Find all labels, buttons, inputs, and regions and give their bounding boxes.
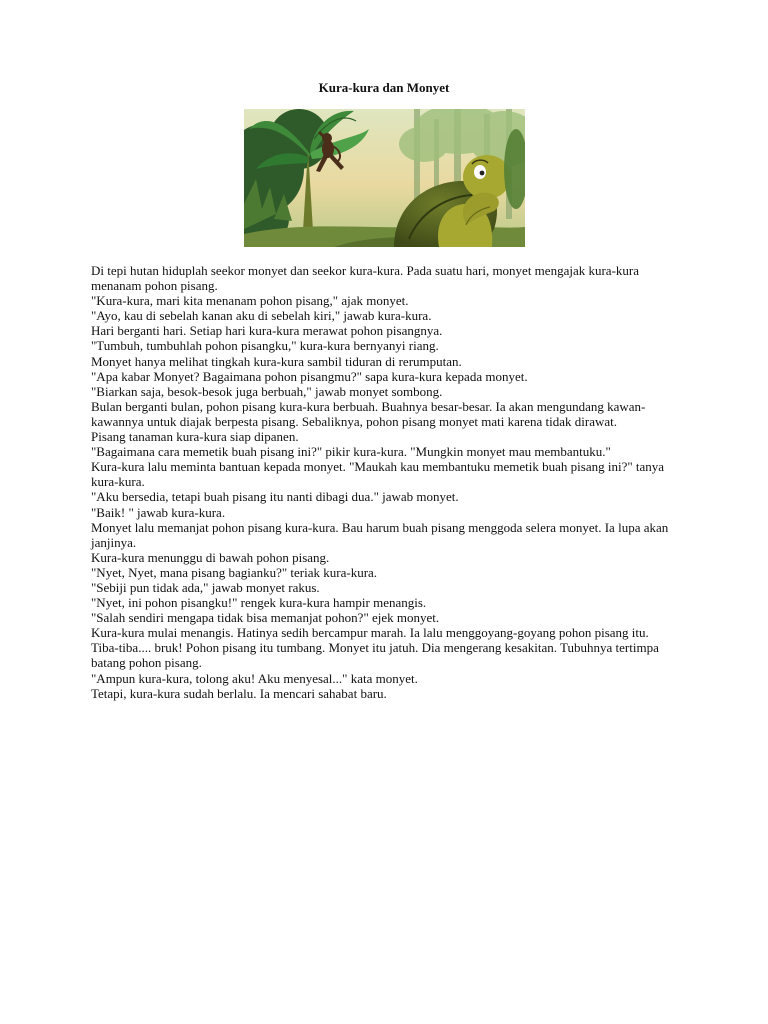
story-body bbox=[91, 263, 681, 701]
paragraph: "Ampun kura-kura, tolong aku! Aku menyesal..." kata monyet. bbox=[91, 670, 418, 686]
paragraph: Kura-kura lalu meminta bantuan kepada monyet. "Maukah kau membantuku memetik buah pisang ini?" tanya kura-kura. bbox=[91, 459, 665, 490]
paragraph: "Aku bersedia, tetapi buah pisang itu nanti dibagi dua." jawab monyet. bbox=[91, 489, 459, 505]
paragraph: Di tepi hutan hiduplah seekor monyet dan seekor kura-kura. Pada suatu hari, monyet mengajak kura-kura menanam pohon pisang. bbox=[91, 263, 639, 294]
paragraph: "Apa kabar Monyet? Bagaimana pohon pisangmu?" sapa kura-kura kepada monyet. bbox=[91, 368, 528, 384]
paragraph: Pisang tanaman kura-kura siap dipanen. bbox=[91, 429, 299, 445]
paragraph: "Ayo, kau di sebelah kanan aku di sebelah kiri," jawab kura-kura. bbox=[91, 308, 432, 324]
paragraph: "Sebiji pun tidak ada," jawab monyet rakus. bbox=[91, 579, 320, 595]
paragraph: "Biarkan saja, besok-besok juga berbuah," jawab monyet sombong. bbox=[91, 383, 443, 399]
paragraph: "Salah sendiri mengapa tidak bisa memanjat pohon?" ejek monyet. bbox=[91, 610, 440, 626]
story-illustration bbox=[244, 109, 525, 247]
paragraph: "Baik! " jawab kura-kura. bbox=[91, 504, 226, 520]
paragraph: Hari berganti hari. Setiap hari kura-kura merawat pohon pisangnya. bbox=[91, 323, 443, 339]
paragraph: "Nyet, ini pohon pisangku!" rengek kura-kura hampir menangis. bbox=[91, 595, 427, 611]
paragraph: "Tumbuh, tumbuhlah pohon pisangku," kura-kura bernyanyi riang. bbox=[91, 338, 439, 354]
paragraph: Bulan berganti bulan, pohon pisang kura-kura berbuah. Buahnya besar-besar. Ia akan mengundang kawan-kawannya untuk diajak berpesta pisang. Sebaliknya, pohon pisang monyet mati karena tidak dirawat. bbox=[91, 398, 646, 429]
story-title: Kura-kura dan Monyet bbox=[318, 80, 450, 95]
paragraph: Tiba-tiba.... bruk! Pohon pisang itu tumbang. Monyet itu jatuh. Dia mengerang kesakitan. Tubuhnya tertimpa batang pohon pisang. bbox=[91, 640, 659, 671]
paragraph: "Bagaimana cara memetik buah pisang ini?" pikir kura-kura. "Mungkin monyet mau membantuku." bbox=[91, 444, 611, 460]
paragraph: Tetapi, kura-kura sudah berlalu. Ia mencari sahabat baru. bbox=[91, 685, 387, 701]
paragraph: Monyet lalu memanjat pohon pisang kura-kura. Bau harum buah pisang menggoda selera monyet. Ia lupa akan janjinya. bbox=[91, 519, 669, 550]
paragraph: "Nyet, Nyet, mana pisang bagianku?" teriak kura-kura. bbox=[91, 564, 378, 580]
paragraph: Kura-kura menunggu di bawah pohon pisang. bbox=[91, 549, 330, 565]
paragraph: Monyet hanya melihat tingkah kura-kura sambil tiduran di rerumputan. bbox=[91, 353, 462, 369]
paragraph: Kura-kura mulai menangis. Hatinya sedih bercampur marah. Ia lalu menggoyang-goyang pohon pisang itu. bbox=[91, 625, 649, 641]
paragraph: "Kura-kura, mari kita menanam pohon pisang," ajak monyet. bbox=[91, 293, 409, 309]
